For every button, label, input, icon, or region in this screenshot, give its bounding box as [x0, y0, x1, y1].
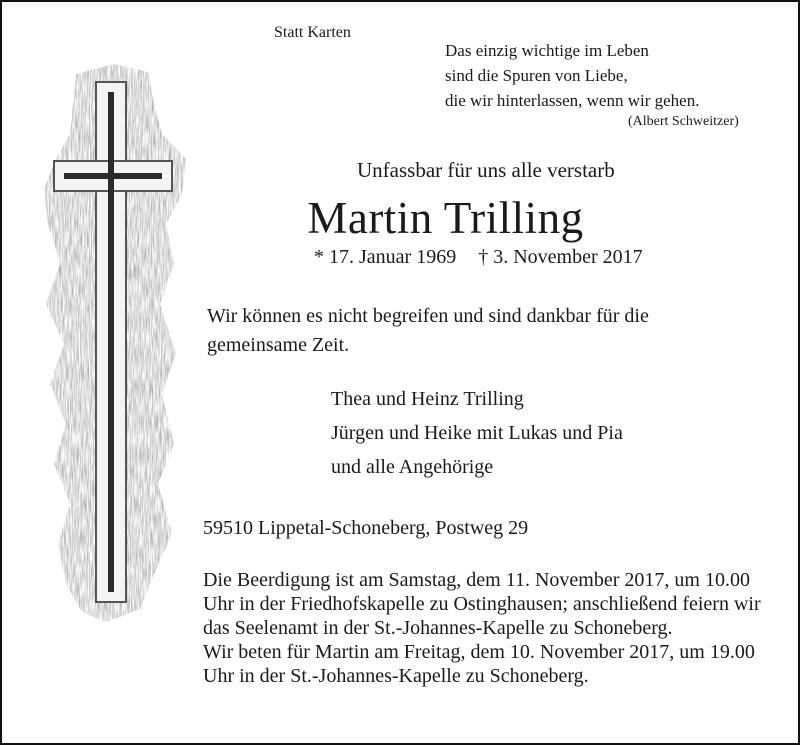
funeral-paragraph: Die Beerdigung ist am Samstag, dem 11. November 2017, um 10.00 Uhr in der Friedhofskapelle zu Ostinghausen; anschließend feiern wir das Seelenamt in der St.-Johannes-Kapelle zu Schoneberg. — [203, 569, 761, 639]
mourners-list — [331, 382, 623, 484]
quote-line: Das einzig wichtige im Leben — [445, 41, 649, 60]
mourner-line: und alle Angehörige — [331, 456, 494, 478]
birth-date: * 17. Januar 1969 — [314, 246, 457, 268]
death-date: † 3. November 2017 — [478, 246, 643, 268]
quote-line: die wir hinterlassen, wenn wir gehen. — [445, 91, 700, 110]
cross-icon — [36, 64, 196, 624]
quote-block — [445, 38, 699, 113]
mourning-sentence: Wir können es nicht begreifen und sind dankbar für die gemeinsame Zeit. — [207, 305, 649, 356]
family-address: 59510 Lippetal-Schoneberg, Postweg 29 — [203, 517, 529, 539]
deceased-name: Martin Trilling — [307, 193, 584, 243]
funeral-details — [203, 568, 773, 688]
intro-text: Unfassbar für uns alle verstarb — [357, 158, 615, 182]
life-dates — [314, 246, 643, 269]
statt-karten-label: Statt Karten — [274, 24, 351, 41]
mourner-line: Thea und Heinz Trilling — [331, 388, 524, 410]
quote-line: sind die Spuren von Liebe, — [445, 66, 628, 85]
quote-author: (Albert Schweitzer) — [628, 114, 739, 129]
prayer-paragraph: Wir beten für Martin am Freitag, dem 10. November 2017, um 19.00 Uhr in der St.-Johannes-Kapelle zu Schoneberg. — [203, 641, 755, 687]
mourner-line: Jürgen und Heike mit Lukas und Pia — [331, 422, 623, 444]
